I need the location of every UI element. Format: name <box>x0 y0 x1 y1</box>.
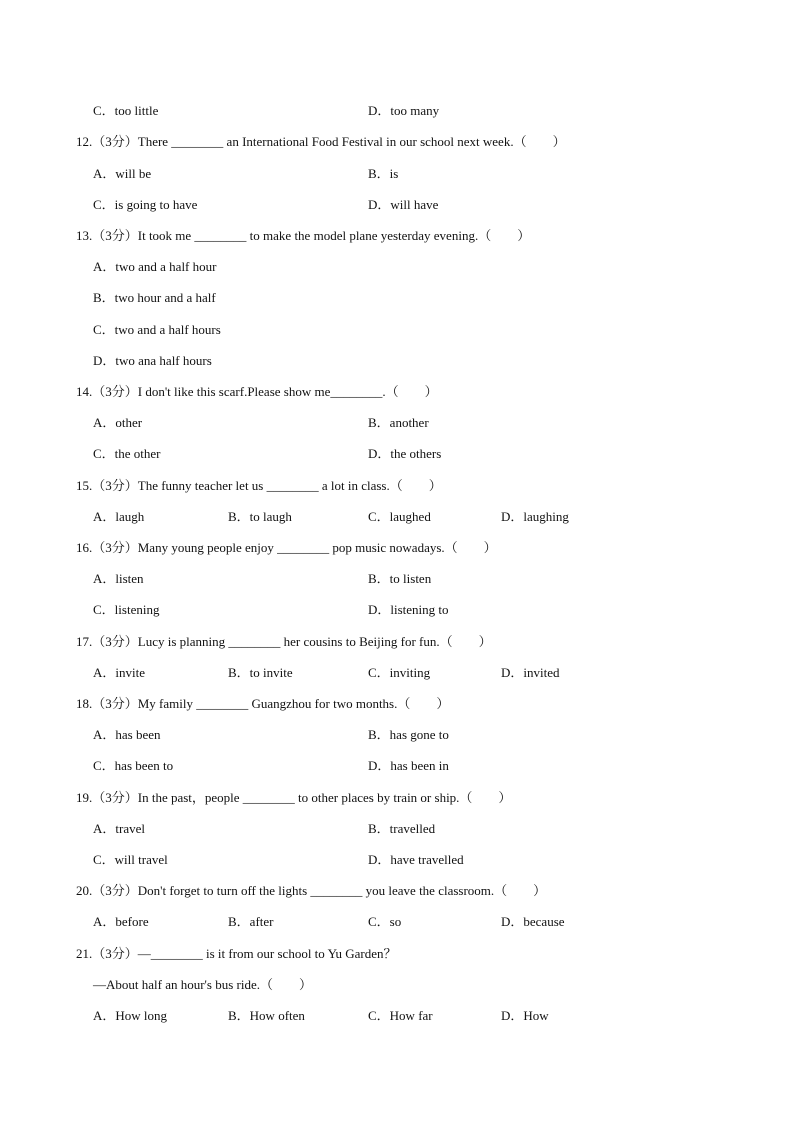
question-stem: 15.（3分）The funny teacher let us ________ a lot in class.（ ） <box>76 478 442 493</box>
question-stem: 21.（3分）—________ is it from our school to Yu Garden？ <box>76 946 397 961</box>
option-d: D．invited <box>501 665 560 680</box>
option-c: C．listening <box>93 602 160 617</box>
option-a: A．travel <box>93 821 145 836</box>
option-b: B．to invite <box>228 665 293 680</box>
option-d: D．two ana half hours <box>93 353 212 368</box>
option-c: C．has been to <box>93 758 174 773</box>
option-d: D．the others <box>368 446 442 461</box>
option-a: A．two and a half hour <box>93 259 217 274</box>
option-d: D．too many <box>368 103 440 118</box>
option-c: C．will travel <box>93 852 168 867</box>
option-b: B．after <box>228 914 274 929</box>
question-stem-answer-line: —About half an hour's bus ride.（ ） <box>93 977 312 992</box>
question-stem: 18.（3分）My family ________ Guangzhou for two months.（ ） <box>76 696 450 711</box>
option-a: A．will be <box>93 166 152 181</box>
option-c: C．laughed <box>368 509 431 524</box>
option-b: B．travelled <box>368 821 436 836</box>
question-stem: 20.（3分）Don't forget to turn off the lights ________ you leave the classroom.（ ） <box>76 883 547 898</box>
question-stem: 12.（3分）There ________ an International Food Festival in our school next week.（ ） <box>76 134 566 149</box>
option-d: D．have travelled <box>368 852 464 867</box>
option-c: C．two and a half hours <box>93 322 221 337</box>
option-b: B．to laugh <box>228 509 292 524</box>
option-a: A．before <box>93 914 149 929</box>
question-stem: 17.（3分）Lucy is planning ________ her cousins to Beijing for fun.（ ） <box>76 634 492 649</box>
option-c: C．How far <box>368 1008 433 1023</box>
option-d: D．laughing <box>501 509 569 524</box>
option-b: B．How often <box>228 1008 305 1023</box>
option-d: D．How <box>501 1008 549 1023</box>
option-c: C．too little <box>93 103 159 118</box>
option-a: A．How long <box>93 1008 168 1023</box>
option-b: B．to listen <box>368 571 432 586</box>
option-d: D．has been in <box>368 758 449 773</box>
option-d: D．listening to <box>368 602 449 617</box>
option-a: A．laugh <box>93 509 145 524</box>
question-stem: 19.（3分）In the past，people ________ to other places by train or ship.（ ） <box>76 790 512 805</box>
option-c: C．so <box>368 914 402 929</box>
option-a: A．listen <box>93 571 144 586</box>
option-a: A．has been <box>93 727 161 742</box>
option-b: B．has gone to <box>368 727 449 742</box>
option-a: A．other <box>93 415 143 430</box>
option-b: B．two hour and a half <box>93 290 216 305</box>
option-c: C．inviting <box>368 665 431 680</box>
question-stem: 16.（3分）Many young people enjoy ________ pop music nowadays.（ ） <box>76 540 497 555</box>
question-stem: 13.（3分）It took me ________ to make the model plane yesterday evening.（ ） <box>76 228 531 243</box>
option-c: C．is going to have <box>93 197 198 212</box>
option-d: D．because <box>501 914 565 929</box>
question-stem: 14.（3分）I don't like this scarf.Please show me________.（ ） <box>76 384 438 399</box>
option-b: B．is <box>368 166 399 181</box>
option-d: D．will have <box>368 197 439 212</box>
option-c: C．the other <box>93 446 161 461</box>
option-b: B．another <box>368 415 429 430</box>
option-a: A．invite <box>93 665 145 680</box>
